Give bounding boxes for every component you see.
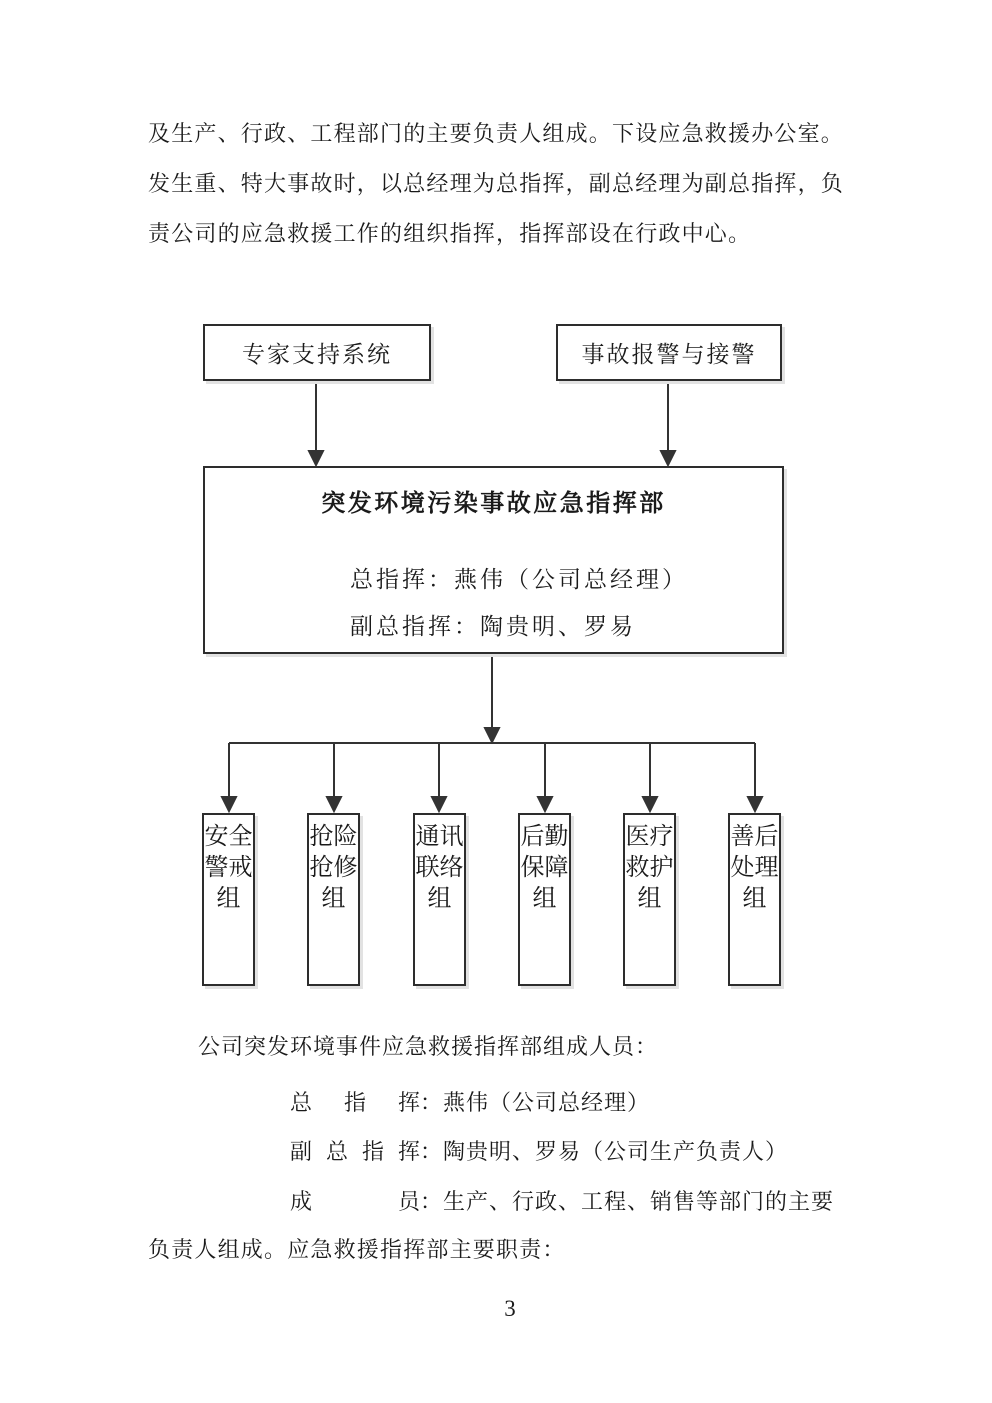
group-box-aftermath: 善后处理组 [728,813,781,986]
roster-row-deputy-label: 副总指挥 [290,1139,420,1164]
group-box-logistics: 后勤保障组 [518,813,571,986]
paragraph-line-1: 及生产、行政、工程部门的主要负责人组成。下设应急救援办公室。 [148,121,845,146]
roster-row-deputy-value: ：陶贵明、罗易（公司生产负责人） [420,1139,789,1164]
page-number: 3 [504,1296,516,1321]
roster-row-commander-value: ：燕伟（公司总经理） [420,1090,651,1115]
accident-alarm-box [556,324,782,381]
group-box-security: 安全警戒组 [202,813,255,986]
roster-row-members [290,1185,834,1216]
roster-row-deputy [290,1135,788,1166]
group-box-communication: 通讯联络组 [413,813,466,986]
commander-line: 总指挥：燕伟（公司总经理） [350,567,688,592]
paragraph-line-2: 发生重、特大事故时，以总经理为总指挥，副总经理为副总指挥，负 [148,171,845,196]
expert-support-label: 专家支持系统 [242,342,392,367]
roster-row-commander-label: 总指挥 [290,1090,420,1115]
paragraph-line-3: 责公司的应急救援工作的组织指挥，指挥部设在行政中心。 [148,221,752,246]
roster-row-members-value: ：生产、行政、工程、销售等部门的主要 [420,1189,835,1214]
roster-heading: 公司突发环境事件应急救援指挥部组成人员： [198,1034,659,1059]
expert-support-box [203,324,431,381]
deputy-commander-line: 副总指挥：陶贵明、罗易 [350,614,636,639]
roster-row-members-label: 成员 [290,1189,420,1214]
command-box-title: 突发环境污染事故应急指挥部 [321,491,666,517]
roster-row-commander [290,1086,650,1117]
group-box-rescue-repair: 抢险抢修组 [307,813,360,986]
command-headquarters-box [203,466,784,654]
accident-alarm-label: 事故报警与接警 [581,342,757,367]
group-box-medical: 医疗救护组 [623,813,676,986]
roster-closing-line: 负责人组成。应急救援指挥部主要职责： [148,1237,566,1262]
